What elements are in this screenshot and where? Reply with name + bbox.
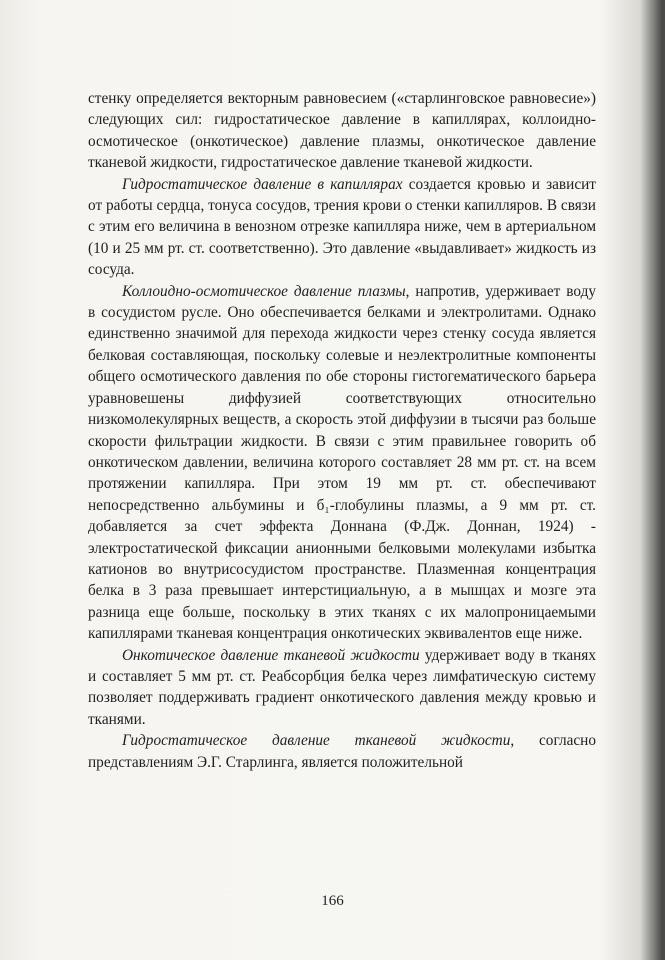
paragraph-4-term: Онкотическое давление тканевой жидкости — [122, 646, 420, 664]
paragraph-3-text: , напротив, удерживает воду в сосудистом русле. Оно обеспечивается белками и электролитами. Однако единственно значимой для перехода жидкости через стенку сосуда является белковая составляющая, поскольку солевые и неэлектролитные компоненты общего осмотического давления по обе стороны гистогематического барьера уравновешены диффузией соответствующих относительно низкомолекулярных веществ, а скорость этой диффузии в тысячи раз больше скорости фильтрации жидкости. В связи с этим правильнее говорить об онкотическом давлении, величина которого составляет 28 мм рт. ст. на всем протяжении капилляра. При этом 19 мм рт. ст. обеспечивают непосредственно альбумины и б₁-глобулины плазмы, а 9 мм рт. ст. добавляется за счет эффекта Доннана (Ф.Дж. Доннан, 1924) - электростатической фиксации анионными белковыми молекулами избытка катионов во внутрисосудистом пространстве. Плазменная концентрация белка в 3 раза превышает интерстициальную, а в мышцах и мозге эта разница еще больше, поскольку в этих тканях с их малопроницаемыми капиллярами тканевая концентрация онкотических эквивалентов еще ниже. — [88, 282, 596, 643]
body-text — [88, 88, 596, 773]
paragraph-4-text: удерживает воду в тканях и составляет 5 мм рт. ст. Реабсорбция белка через лимфатическую систему позволяет поддерживать градиент онкотического давления между кровью и тканями. — [88, 646, 596, 728]
paragraph-1-text: стенку определяется векторным равновесием («старлинговское равновесие») следующих сил: гидростатическое давление в капиллярах, коллоидно-осмотическое (онкотическое) давление плазмы, онкотическое давление тканевой жидкости, гидростатическое давление тканевой жидкости. — [88, 90, 596, 172]
paragraph-2-text: создается кровью и зависит от работы сердца, тонуса сосудов, трения крови о стенки капилляров. В связи с этим его величина в венозном отрезке капилляра ниже, чем в артериальном (10 и 25 мм рт. ст. соответственно). Это давление «выдавливает» жидкость из сосуда. — [88, 175, 596, 279]
paragraph-5-text: , согласно представлениям Э.Г. Старлинга, является положительной — [88, 732, 596, 771]
paragraph-1 — [88, 88, 596, 174]
paragraph-2 — [88, 174, 596, 281]
paragraph-3-term: Коллоидно-осмотическое давление плазмы — [122, 282, 406, 300]
paragraph-3 — [88, 281, 596, 645]
paragraph-4 — [88, 645, 596, 731]
paragraph-2-term: Гидростатическое давление в капиллярах — [122, 175, 403, 193]
paragraph-5-term: Гидростатическое давление тканевой жидкости — [122, 732, 511, 750]
page-number: 166 — [321, 893, 344, 909]
paragraph-5 — [88, 730, 596, 773]
